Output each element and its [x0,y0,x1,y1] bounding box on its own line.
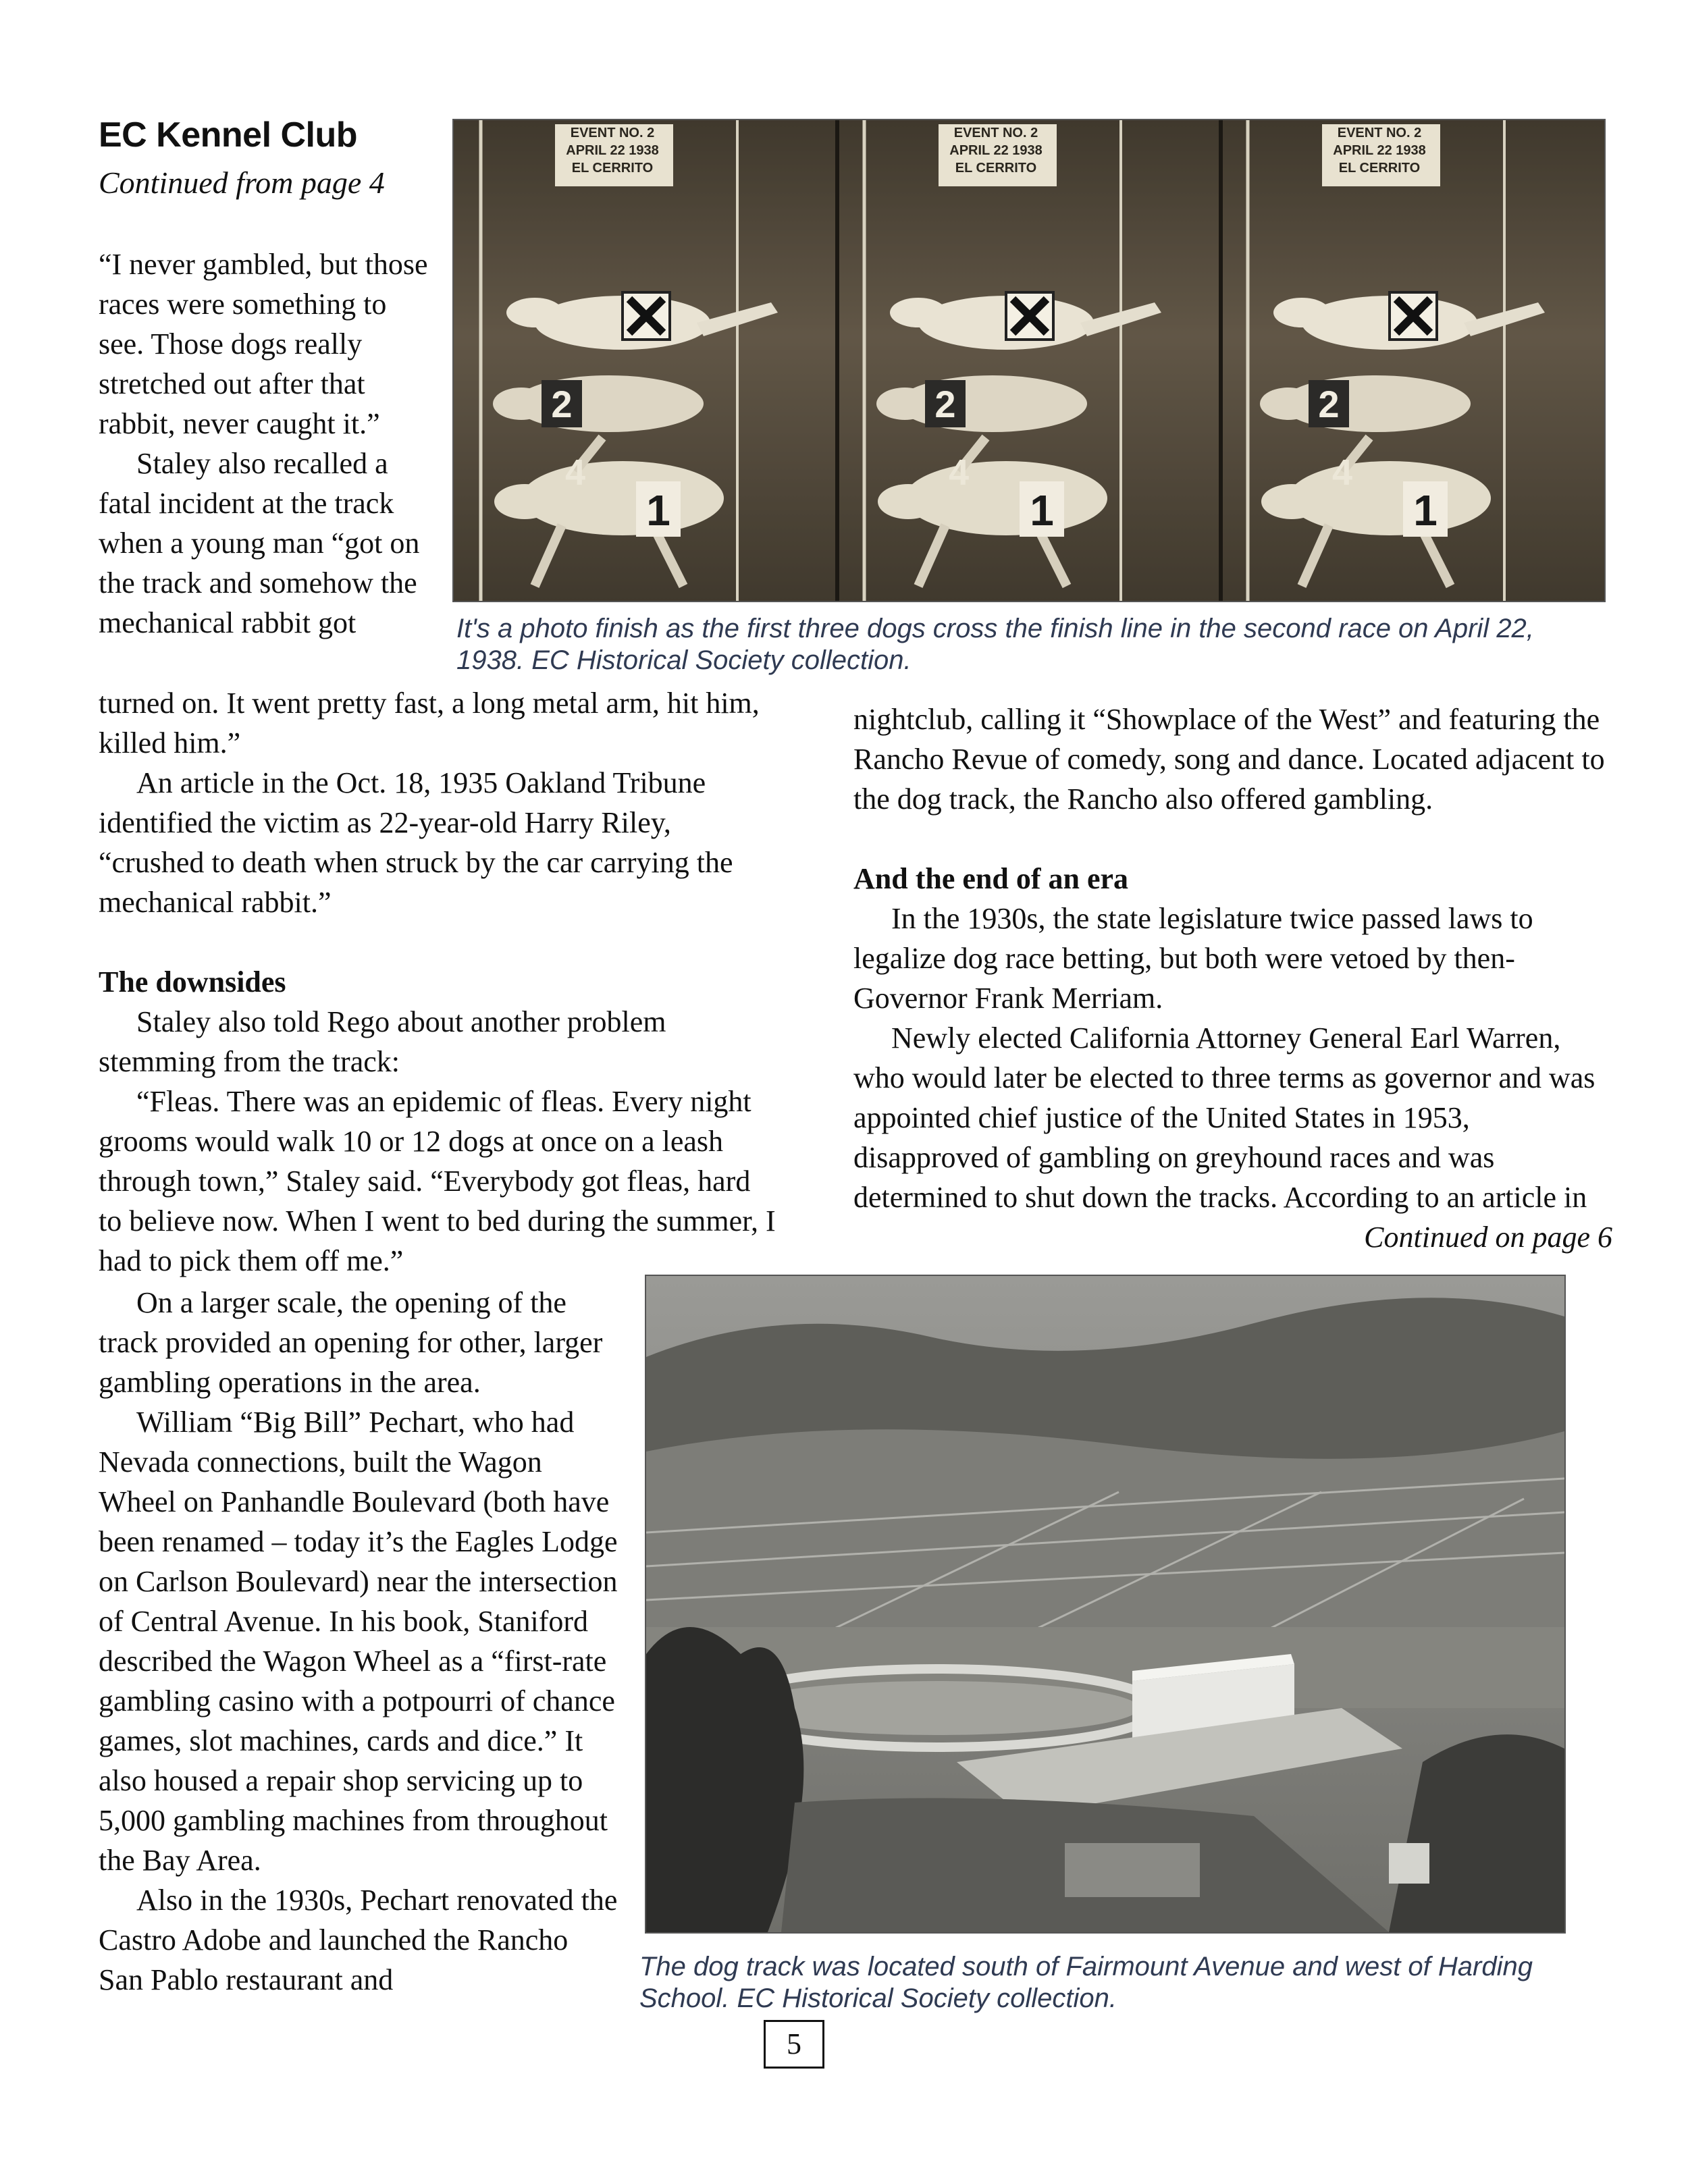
svg-text:2: 2 [551,383,573,425]
photo-sign-text: EVENT NO. 2 APRIL 22 1938 EL CERRITO [566,126,659,176]
downsides-subhead: The downsides [99,965,286,998]
fleas-paragraph: “Fleas. There was an epidemic of fleas. Every night grooms would walk 10 or 12 dogs at once on a leash through town,” Staley said. “Everybody got fleas, hard to believe now. When I went to bed during the summer, I had to pick them off me.” [99,1085,776,1277]
tribune-paragraph: An article in the Oct. 18, 1935 Oakland Tribune identified the victim as 22-year-old Harry Riley, “crushed to death when struck by the car carrying the mechanical rabbit.” [99,766,733,919]
left-column-top [99,244,436,643]
article-title: EC Kennel Club [99,115,358,155]
pechart-paragraph: William “Big Bill” Pechart, who had Nevada connections, built the Wagon Wheel on Panhandle Boulevard (both have been renamed – today it’s the Eagles Lodge on Carlson Boulevard) near the intersection of Central Avenue. In his book, Staniford described the Wagon Wheel as a “first-rate gambling casino with a potpourri of chance games, slot machines, cards and dice.” It also housed a repair shop servicing up to 5,000 gambling machines from throughout the Bay Area. [99,1406,618,1877]
continued-on-note: Continued on page 6 [1364,1221,1612,1254]
castro-adobe-paragraph: Also in the 1930s, Pechart renovated the Castro Adobe and launched the Rancho San Pablo restaurant and [99,1884,618,1996]
larger-scale-paragraph: On a larger scale, the opening of the track provided an opening for other, larger gambling operations in the area. [99,1286,603,1399]
end-of-era-subhead: And the end of an era [853,862,1129,895]
killed-paragraph: turned on. It went pretty fast, a long metal arm, hit him, killed him.” [99,687,760,760]
page-number: 5 [764,2020,824,2069]
legislature-paragraph: In the 1930s, the state legislature twice passed laws to legalize dog race betting, but both were vetoed by then-Governor Frank Merriam. [853,902,1533,1015]
aerial-caption: The dog track was located south of Fairmount Avenue and west of Harding School. EC Historical Society collection. [639,1952,1533,2013]
left-column-bottom [99,1283,618,2000]
photo-finish-image [452,119,1606,602]
continued-from-note: Continued from page 4 [99,165,385,200]
left-column-middle [99,683,781,1281]
earl-warren-paragraph: Newly elected California Attorney General Earl Warren, who would later be elected to three terms as governor and was appointed chief justice of the United States in 1953, disapproved of gambling on greyhound races and was determined to shut down the tracks. According to an article in [853,1021,1595,1214]
photo-sign-text-3: EVENT NO. 2 APRIL 22 1938 EL CERRITO [1333,126,1426,176]
svg-text:4: 4 [564,452,586,493]
photo-finish-caption: It's a photo finish as the first three dogs cross the finish line in the second race on April 22, 1938. EC Historical Society collection. [456,614,1534,675]
quote-paragraph: “I never gambled, but those races were something to see. Those dogs really stretched out after that rabbit, never caught it.” [99,248,428,440]
aerial-track-image [645,1275,1566,1934]
nightclub-paragraph: nightclub, calling it “Showplace of the West” and featuring the Rancho Revue of comedy, song and dance. Located adjacent to the dog track, the Rancho also offered gambling. [853,703,1605,816]
svg-text:1: 1 [646,486,670,535]
right-column [853,699,1612,1257]
staley-incident-paragraph: Staley also recalled a fatal incident at the track when a young man “got on the track and somehow the mechanical rabbit got [99,447,420,639]
photo-sign-text-2: EVENT NO. 2 APRIL 22 1938 EL CERRITO [949,126,1043,176]
rego-paragraph: Staley also told Rego about another problem stemming from the track: [99,1005,666,1078]
